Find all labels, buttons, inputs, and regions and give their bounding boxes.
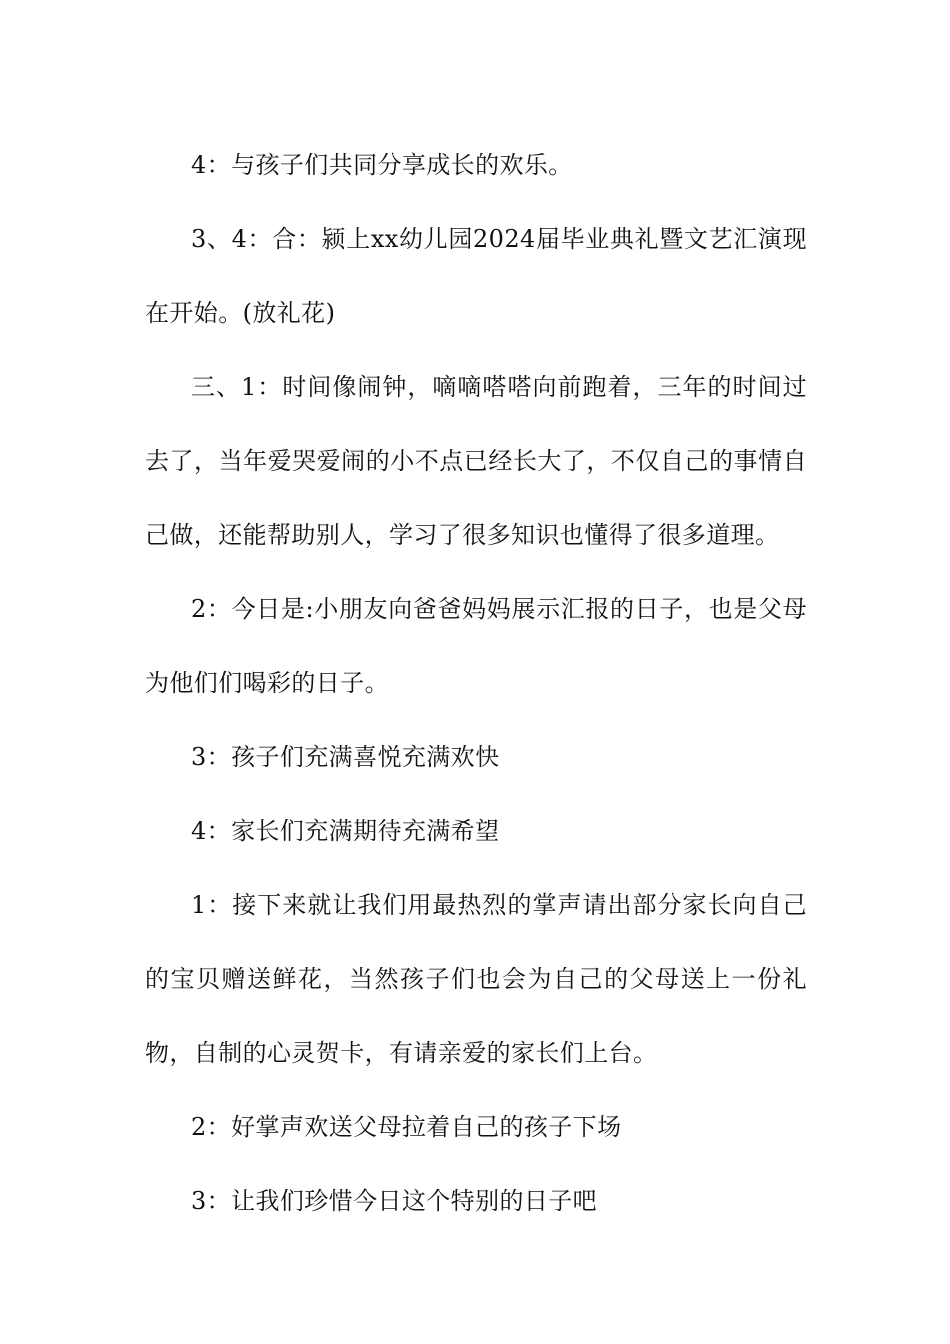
paragraph-2: 3、4：合：颍上xx幼儿园2024届毕业典礼暨文艺汇演现在开始。(放礼花) xyxy=(145,225,807,327)
paragraph-8: 2：好掌声欢送父母拉着自己的孩子下场 xyxy=(191,1113,622,1141)
paragraph-1: 4：与孩子们共同分享成长的欢乐。 xyxy=(191,151,573,179)
paragraph-9: 3：让我们珍惜今日这个特别的日子吧 xyxy=(191,1187,598,1215)
paragraph-6: 4：家长们充满期待充满希望 xyxy=(191,817,500,845)
paragraph-7: 1：接下来就让我们用最热烈的掌声请出部分家长向自己的宝贝赠送鲜花，当然孩子们也会为自己的父母送上一份礼物，自制的心灵贺卡，有请亲爱的家长们上台。 xyxy=(145,891,807,1067)
paragraph-4: 2：今日是:小朋友向爸爸妈妈展示汇报的日子，也是父母为他们们喝彩的日子。 xyxy=(145,595,807,697)
paragraph-3: 三、1：时间像闹钟，嘀嘀嗒嗒向前跑着，三年的时间过去了，当年爱哭爱闹的小不点已经长大了，不仅自己的事情自己做，还能帮助别人，学习了很多知识也懂得了很多道理。 xyxy=(145,373,807,549)
paragraph-5: 3：孩子们充满喜悦充满欢快 xyxy=(191,743,500,771)
document-body xyxy=(145,128,807,1238)
